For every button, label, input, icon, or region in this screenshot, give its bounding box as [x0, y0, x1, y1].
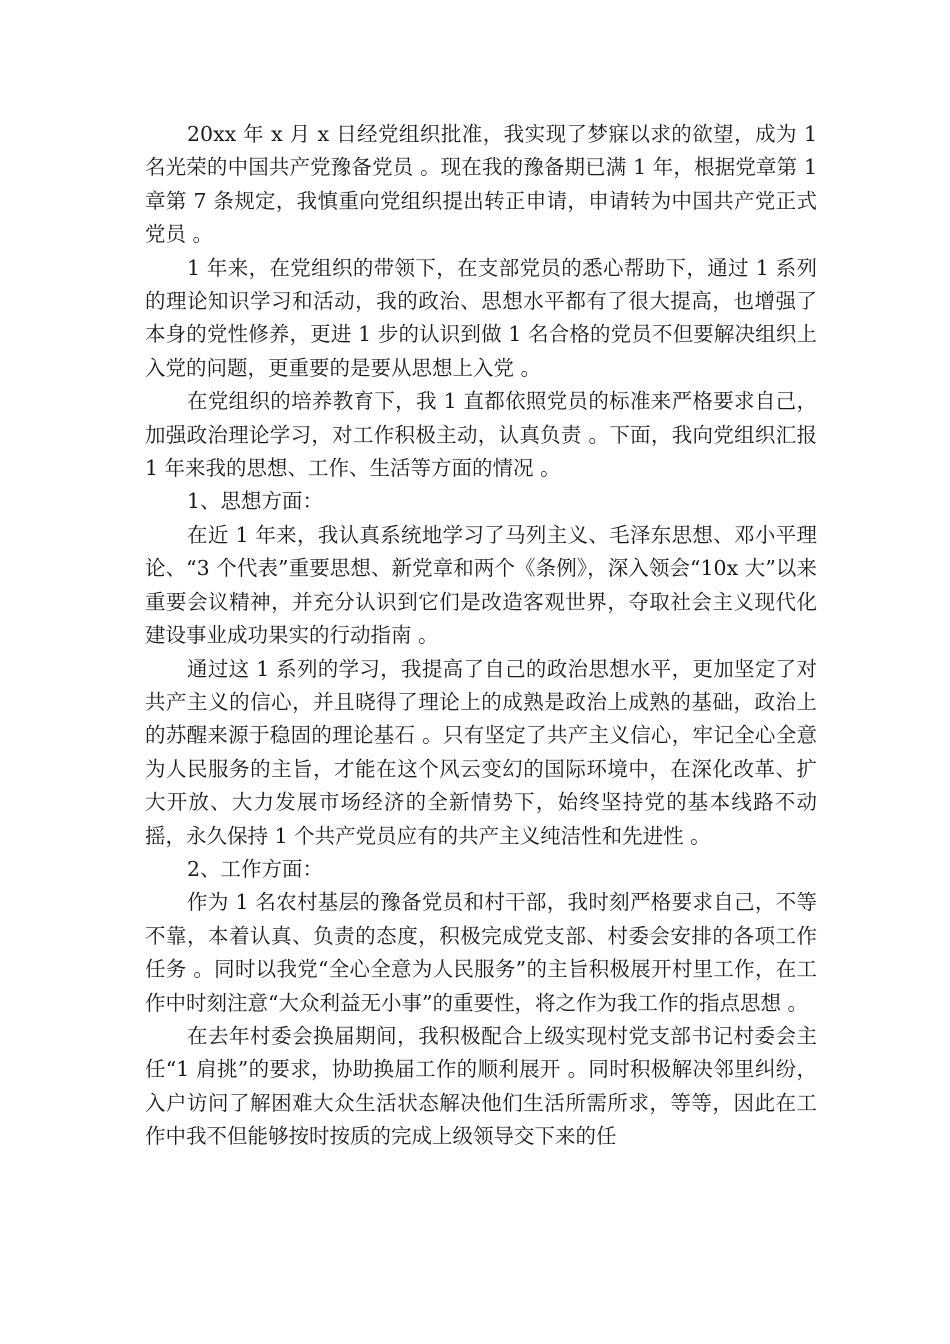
- paragraph-thought-study: 在近 1 年来，我认真系统地学习了马列主义、毛泽东思想、邓小平理论、“3 个代表”重要思想、新党章和两个《条例》，深入领会“10x 大”以来重要会议精神，并充分认识到它们是改造客观世界，夺取社会主义现代化建设事业成功果实的行动指南 。: [145, 522, 817, 648]
- paragraph-thought-result: 通过这 1 系列的学习，我提高了自己的政治思想水平，更加坚定了对共产主义的信心，并且晓得了理论上的成熟是政治上成熟的基础，政治上的苏醒来源于稳固的理论基石 。只有坚定了共产主义信心，牢记全心全意为人民服务的主旨，才能在这个风云变幻的国际环境中，在深化改革、扩大开放、大力发展市场经济的全新情势下，始终坚持党的基本线路不动摇，永久保持 1 个共产党员应有的共产主义纯洁性和先进性 。: [145, 656, 817, 848]
- paragraph-intro: 20xx 年 x 月 x 日经党组织批准，我实现了梦寐以求的欲望，成为 1 名光荣的中国共产党豫备党员 。现在我的豫备期已满 1 年，根据党章第 1 章第 7 条规定，我慎重向党组织提出转正申请，申请转为中国共产党正式党员 。: [145, 122, 817, 247]
- paragraph-overview: 在党组织的培养教育下，我 1 直都依照党员的标准来严格要求自己，加强政治理论学习，对工作积极主动，认真负责 。下面，我向党组织汇报 1 年来我的思想、工作、生活等方面的情况 。: [145, 389, 817, 481]
- paragraph-progress: 1 年来，在党组织的带领下，在支部党员的悉心帮助下，通过 1 系列的理论知识学习和活动，我的政治、思想水平都有了很大提高，也增强了本身的党性修养，更进 1 步的认识到做 1 名合格的党员不但要解决组织上入党的问题，更重要的是要从思想上入党 。: [145, 255, 817, 380]
- section-heading-work: 2、工作方面：: [187, 856, 324, 881]
- document-body: [145, 118, 817, 1154]
- paragraph-work-duty: 作为 1 名农村基层的豫备党员和村干部，我时刻严格要求自己，不等不靠，本着认真、负责的态度，积极完成党支部、村委会安排的各项工作任务 。同时以我党“全心全意为人民服务”的主旨积极展开村里工作，在工作中时刻注意“大众利益无小事”的重要性，将之作为我工作的指点思想 。: [145, 890, 817, 1015]
- section-heading-thought: 1、思想方面：: [187, 489, 324, 514]
- paragraph-work-election: 在去年村委会换届期间，我积极配合上级实现村党支部书记村委会主任“1 肩挑”的要求，协助换届工作的顺利展开 。同时积极解决邻里纠纷，入户访问了解困难大众生活状态解决他们生活所需所求，等等，因此在工作中我不但能够按时按质的完成上级领导交下来的任: [145, 1023, 817, 1149]
